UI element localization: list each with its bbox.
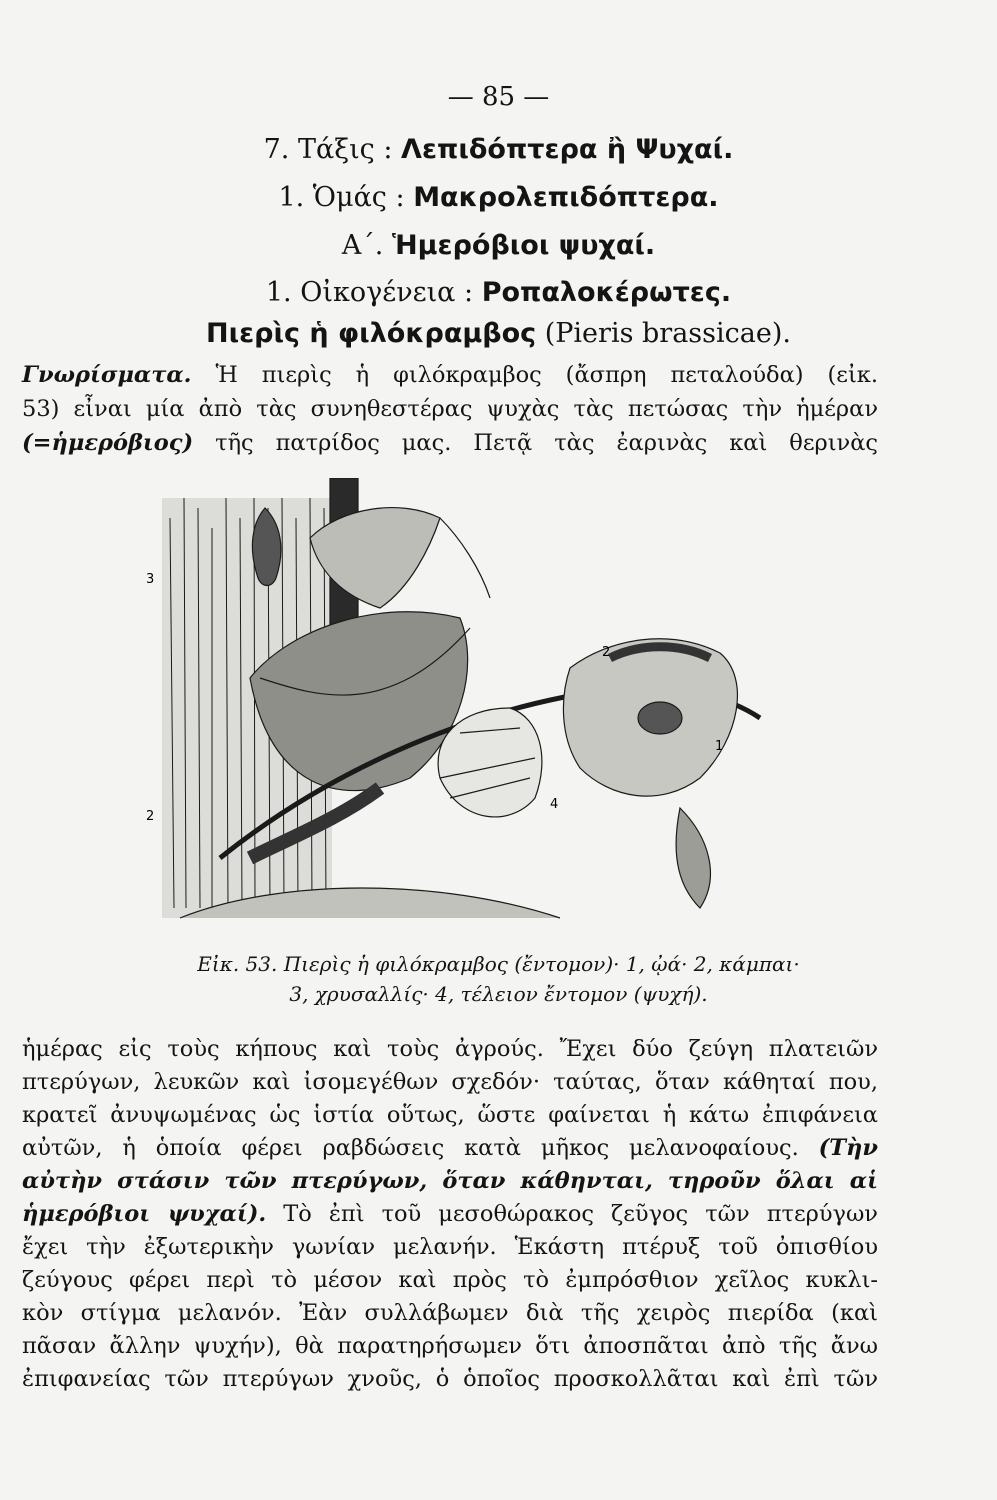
group-name: Μακρολεπιδόπτερα.: [413, 182, 719, 213]
heading-order: [0, 134, 997, 165]
body-line-8: ζεύγους φέρει περὶ τὸ μέσον καὶ πρὸς τὸ ἐμπρόσθιον χεῖλος κυκλι-: [22, 1267, 878, 1293]
family-name: Ροπαλοκέρωτες.: [481, 277, 732, 308]
intro-line-3-text: τῆς πατρίδος μας. Πετᾷ τὰς ἐαρινὰς καὶ θερινὰς: [193, 430, 878, 456]
intro-line-3: [22, 430, 878, 456]
figure-label-1: 1: [715, 739, 724, 754]
family-label: 1. Οἰκογένεια :: [265, 277, 482, 308]
figure-label-3: 3: [146, 572, 155, 587]
body-line-5: αὐτὴν στάσιν τῶν πτερύγων, ὅταν κάθηνται, τηροῦν ὅλαι αἱ: [22, 1168, 878, 1194]
body-line-3: κρατεῖ ἀνυψωμένας ὡς ἱστία οὕτως, ὥστε φαίνεται ἡ κάτω ἐπιφάνεια: [22, 1102, 878, 1128]
intro-line-1: [22, 362, 878, 388]
figure-label-2-left: 2: [146, 809, 155, 824]
body-line-6-emphasis: ἡμερόβιοι ψυχαί).: [22, 1201, 267, 1227]
intro-term: (=ἡμερόβιος): [22, 430, 194, 456]
heading-section: [0, 230, 997, 261]
species-name: Πιερὶς ἡ φιλόκραμβος: [206, 318, 537, 349]
intro-line-1-text: Ἡ πιερὶς ἡ φιλόκραμβος (ἄσπρη πεταλούδα) (εἰκ.: [191, 362, 878, 388]
species-latin: (Pieris brassicae).: [536, 318, 791, 349]
section-name: Ἡμερόβιοι ψυχαί.: [391, 230, 656, 261]
order-name: Λεπιδόπτερα ἢ Ψυχαί.: [401, 134, 734, 165]
body-line-10: πᾶσαν ἄλλην ψυχήν), θὰ παρατηρήσωμεν ὅτι ἀποσπᾶται ἀπὸ τῆς ἄνω: [22, 1333, 878, 1359]
butterfly-illustration: [140, 478, 780, 928]
section-label: Α΄.: [341, 230, 392, 261]
body-line-4-text: αὐτῶν, ἡ ὁποία φέρει ραβδώσεις κατὰ μῆκος μελανοφαίους.: [22, 1135, 819, 1161]
figure-label-2-right: 2: [602, 645, 611, 660]
heading-species: [0, 318, 997, 349]
figure-caption-line-1: Εἰκ. 53. Πιερὶς ἡ φιλόκραμβος (ἔντομον)· 1, ᾠά· 2, κάμπαι·: [197, 952, 800, 976]
page-number: — 85 —: [447, 82, 550, 112]
figure-label-4: 4: [550, 797, 559, 812]
order-label: 7. Τάξις :: [263, 134, 402, 165]
body-line-2: πτερύγων, λευκῶν καὶ ἰσομεγέθων σχεδόν· ταύτας, ὅταν κάθηταί που,: [22, 1069, 878, 1095]
heading-family: [0, 277, 997, 308]
body-line-1: ἡμέρας εἰς τοὺς κήπους καὶ τοὺς ἀγρούς. Ἔχει δύο ζεύγη πλατειῶν: [22, 1036, 878, 1062]
body-line-6-text: Τὸ ἐπὶ τοῦ μεσοθώρακος ζεῦγος τῶν πτερύγων: [266, 1201, 878, 1227]
body-line-4: [22, 1135, 878, 1161]
group-label: 1. Ὁμάς :: [278, 182, 414, 213]
body-line-11: ἐπιφανείας τῶν πτερύγων χνοῦς, ὁ ὁποῖος προσκολλᾶται καὶ ἐπὶ τῶν: [22, 1366, 878, 1392]
body-line-7: ἔχει τὴν ἐξωτερικὴν γωνίαν μελανήν. Ἑκάστη πτέρυξ τοῦ ὀπισθίου: [22, 1234, 878, 1260]
body-line-4-emphasis: (Τὴν: [818, 1135, 878, 1161]
body-line-6: [22, 1201, 878, 1227]
body-line-9: κὸν στίγμα μελανόν. Ἐὰν συλλάβωμεν διὰ τῆς χειρὸς πιερίδα (καὶ: [22, 1300, 878, 1326]
intro-line-2: 53) εἶναι μία ἀπὸ τὰς συνηθεστέρας ψυχὰς τὰς πετώσας τὴν ἡμέραν: [22, 396, 878, 422]
figure-caption-line-2: 3, χρυσαλλίς· 4, τέλειον ἔντομον (ψυχή).: [289, 982, 708, 1006]
heading-group: [0, 182, 997, 213]
intro-keyword: Γνωρίσματα.: [22, 362, 192, 388]
